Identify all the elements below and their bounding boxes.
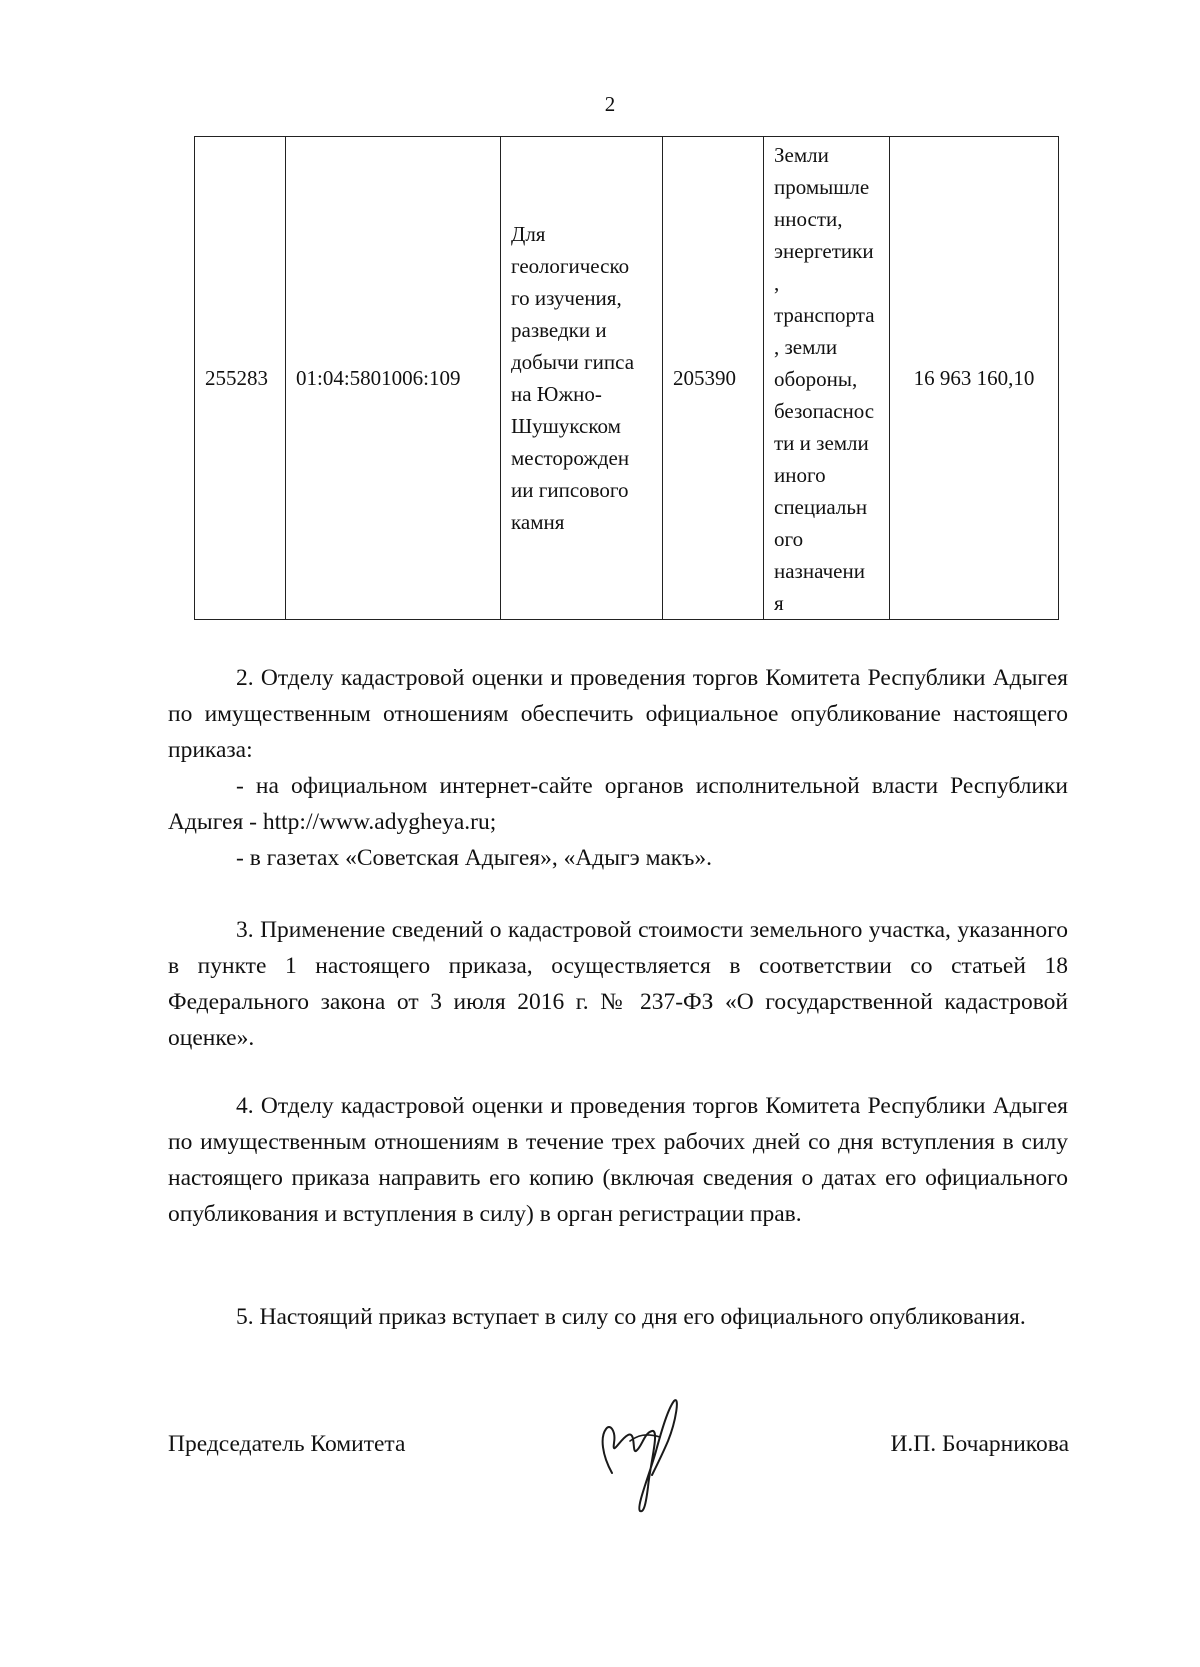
paragraph-4: 4. Отделу кадастровой оценки и проведения торгов Комитета Республики Адыгея по имущественным отношениям в течение трех рабочих дней со дня вступления в силу настоящего приказа направить его копию (включая сведения о датах его официального опубликования и вступления в силу) в орган регистрации прав. <box>168 1093 1068 1227</box>
permitted-use-cell: Для геологическо го изучения, разведки и добычи гипса на Южно- Шушукском месторожден ии гипсового камня <box>501 137 663 620</box>
cadastral-number-cell: 01:04:5801006:109 <box>286 137 501 620</box>
signer-position: Председатель Комитета <box>168 1431 406 1457</box>
signer-name: И.П. Бочарникова <box>890 1431 1069 1457</box>
page-number: 2 <box>604 92 616 116</box>
paragraph-5: 5. Настоящий приказ вступает в силу со дня его официального опубликования. <box>236 1304 1026 1330</box>
paragraph-2-item-2: - в газетах «Советская Адыгея», «Адыгэ макъ». <box>236 845 712 871</box>
paragraph-3: 3. Применение сведений о кадастровой стоимости земельного участка, указанного в пункте 1 настоящего приказа, осуществляется в соответствии со статьей 18 Федерального закона от 3 июля 2016 г. № 237-ФЗ «О государственной кадастровой оценке». <box>168 917 1068 1051</box>
table-row <box>195 137 1059 620</box>
plot-id-cell: 255283 <box>195 137 286 620</box>
paragraph-2-item-1: - на официальном интернет-сайте органов исполнительной власти Республики Адыгея - http://www.adygheya.ru; <box>168 773 1068 835</box>
cadastral-cost-cell: 16 963 160,10 <box>890 137 1059 620</box>
land-plot-table <box>194 136 1059 620</box>
area-cell: 205390 <box>663 137 764 620</box>
paragraph-2: 2. Отделу кадастровой оценки и проведения торгов Комитета Республики Адыгея по имущественным отношениям обеспечить официальное опубликование настоящего приказа: <box>168 665 1068 763</box>
land-category-cell: Земли промышле нности, энергетики , транспорта , земли обороны, безопаснос ти и земли иного специальн ого назначени я <box>764 137 890 620</box>
handwritten-signature <box>590 1395 700 1515</box>
